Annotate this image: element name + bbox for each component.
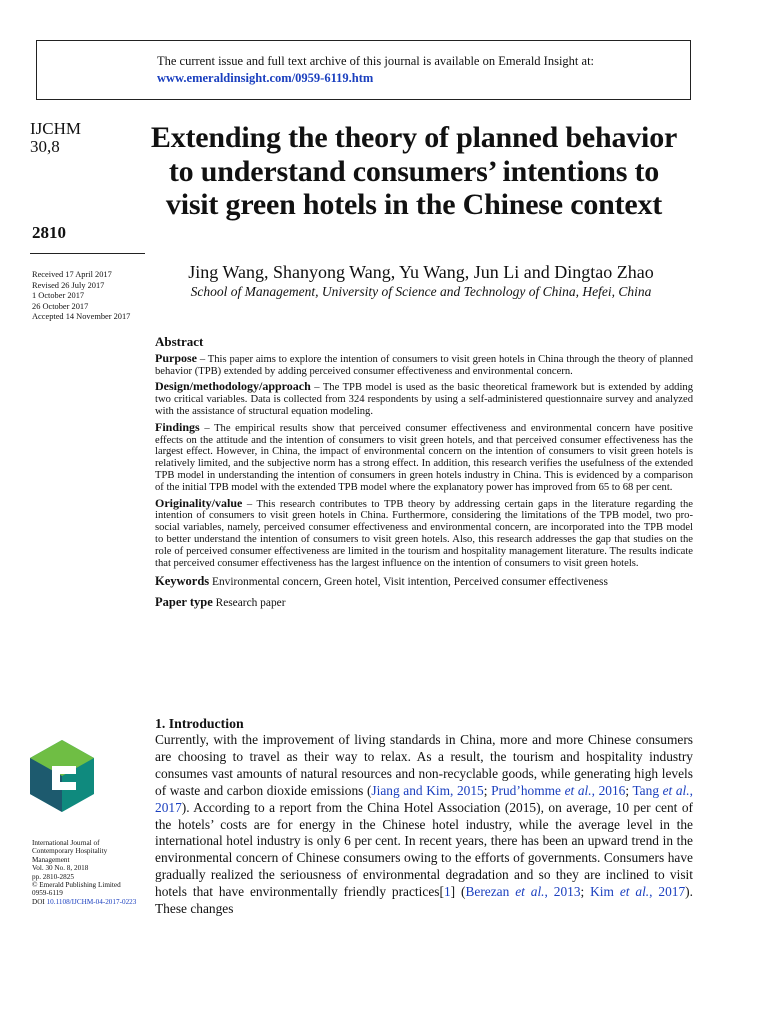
abstract-findings xyxy=(155,419,693,494)
purpose-text: – This paper aims to explore the intention of consumers to visit green hotels in China through the theory of planned behavior (TPB) extended by adding perceived consumer effectiveness and environmental concern. xyxy=(155,353,693,377)
date-revised: Revised 26 July 2017 xyxy=(32,280,105,290)
date-accepted: Accepted 14 November 2017 xyxy=(32,312,131,322)
citation-year: , 2013 xyxy=(544,884,581,900)
copyright: © Emerald Publishing Limited xyxy=(32,881,121,890)
citation-separator: ; xyxy=(625,782,633,798)
abstract-heading: Abstract xyxy=(155,334,204,349)
purpose-label: Purpose xyxy=(155,350,197,365)
journal-name-line-3: Management xyxy=(32,855,70,864)
design-label: Design/methodology/approach xyxy=(155,379,311,394)
paper-type-label: Paper type xyxy=(155,595,213,610)
introduction-heading: 1. Introduction xyxy=(155,716,244,731)
journal-name-line-2: Contemporary Hospitality xyxy=(32,847,108,856)
volume-issue: 30,8 xyxy=(30,137,60,156)
citation-link[interactable] xyxy=(590,884,685,899)
citation-year: , 2016 xyxy=(591,782,626,798)
issn: 0959-6119 xyxy=(32,889,63,898)
banner-text: The current issue and full text archive of this journal is available on Emerald Insight at: xyxy=(157,54,595,68)
publisher-logo-icon xyxy=(30,740,94,812)
paper-type xyxy=(155,597,693,610)
page-number: 2810 xyxy=(32,223,66,242)
introduction-paragraph xyxy=(155,732,693,918)
margin-divider xyxy=(30,253,145,254)
abstract-purpose xyxy=(155,350,693,378)
abstract-design xyxy=(155,381,693,417)
citation-link[interactable] xyxy=(491,783,625,798)
paper-type-text: Research paper xyxy=(212,597,286,610)
citation-etal: et al. xyxy=(662,782,690,798)
intro-text: ). These changes xyxy=(155,884,693,917)
citation-author: Berezan xyxy=(465,884,516,900)
introduction-section xyxy=(155,716,693,918)
citation-separator: ; xyxy=(580,884,591,900)
keywords xyxy=(155,575,693,589)
journal-name-line-1: International Journal of xyxy=(32,839,100,847)
citation-link[interactable]: Jiang and Kim, 2015 xyxy=(371,782,484,798)
date-received: Received 17 April 2017 xyxy=(32,270,112,279)
authors: Jing Wang, Shanyong Wang, Yu Wang, Jun Li and Dingtao Zhao xyxy=(188,262,654,282)
intro-text: ] ( xyxy=(450,884,466,900)
article-title: Extending the theory of planned behavior to understand consumers’ intentions to visit green hotels in the Chinese context xyxy=(150,121,678,221)
date-revised-3: 26 October 2017 xyxy=(32,301,89,311)
keywords-label: Keywords xyxy=(155,574,210,589)
page-range: pp. 2810-2825 xyxy=(32,872,74,881)
doi-line xyxy=(32,898,152,906)
citation-author: Kim xyxy=(590,884,620,900)
citation-etal: et al. xyxy=(619,884,650,900)
citation-year: , 2017 xyxy=(155,782,693,815)
doi-link[interactable]: 10.1108/IJCHM-04-2017-0223 xyxy=(46,897,137,906)
abstract-originality xyxy=(155,495,693,570)
left-margin xyxy=(30,119,148,322)
journal-metadata xyxy=(32,839,152,906)
originality-label: Originality/value xyxy=(155,495,243,510)
findings-label: Findings xyxy=(155,419,200,434)
citation-separator: ; xyxy=(483,782,492,798)
citation-etal: et al. xyxy=(515,884,545,900)
doi-label: DOI xyxy=(32,897,45,906)
journal-archive-banner xyxy=(36,40,691,100)
keywords-text: Environmental concern, Green hotel, Visit intention, Perceived consumer effectiveness xyxy=(209,576,608,589)
intro-text: Currently, with the improvement of living standards in China, more and more Chinese consumers are choosing to travel as their way to relax. As a result, the tourism and hospitality industry consumes vast amounts of natural resources and non-recyclable goods, while generating high levels of waste and carbon dioxide emissions ( xyxy=(155,732,693,798)
volume-info: Vol. 30 No. 8, 2018 xyxy=(32,864,89,873)
intro-text: ). According to a report from the China Hotel Association (2015), on average, 10 per cent of the hotels’ costs are for energy in the Chinese hotel industry, while the average level in the international hotel industry is only 6 per cent. In recent years, there has been an upward trend in the environmental concern of Chinese consumers owing to the efforts of governments. Consumers have gradually realized the seriousness of environmental degradation and so they are inclined to visit hotels that have environmentally friendly practices[ xyxy=(155,799,693,900)
citation-etal: et al. xyxy=(564,782,592,798)
originality-text: – This research contributes to TPB theory by addressing certain gaps in the literature regarding the intention of consumers to visit green hotels in China. Furthermore, considering the limitations of the TPB model, two pro-social variables, namely, perceived consumer effectiveness and environmental concern, are incorporated into the TPB model to better understand the intention of consumers to visit green hotels. Also, this research addresses the gap that studies on the role of perceived consumer effectiveness are limited in the tourism and hospitality management literature. The results indicate that perceived consumer effectiveness has the largest influence on the intention of consumers to visit green hotels. xyxy=(155,498,693,569)
citation-link[interactable] xyxy=(465,884,580,899)
citation-author: Tang xyxy=(632,782,663,798)
journal-code: IJCHM xyxy=(30,119,82,138)
findings-text: – The empirical results show that perceived consumer effectiveness and environmental concern have positive effects on the attitude and the intention of consumers to visit green hotels, and that perceived consumer effectiveness has the largest effect. However, in China, the impact of environmental concern on the intention of consumers to visit green hotels is relatively limited, and the subjective norm has a strong effect. In addition, this research verifies the usefulness of the extended TPB model in understanding the intention of consumers in green hotels industry in China. This is evidenced by a comparison of the initial TPB model with the extended TPB model where the explanatory power has improved from 65 to 68 per cent. xyxy=(155,422,693,493)
citation-year: , 2017 xyxy=(649,884,686,900)
design-text: – The TPB model is used as the basic theoretical framework but is extended by adding two critical variables. Data is collected from 324 respondents by using a self-administered questionnaire survey and analyzed with the assistance of structural equation modeling. xyxy=(155,382,693,417)
citation-author: Prud’homme xyxy=(491,782,565,798)
abstract xyxy=(155,336,693,614)
article-dates xyxy=(32,270,130,323)
journal-link[interactable]: www.emeraldinsight.com/0959-6119.htm xyxy=(157,71,374,85)
date-revised-2: 1 October 2017 xyxy=(32,291,85,301)
footnote-link[interactable]: 1 xyxy=(443,884,451,900)
affiliation: School of Management, University of Science and Technology of China, Hefei, China xyxy=(190,284,652,299)
